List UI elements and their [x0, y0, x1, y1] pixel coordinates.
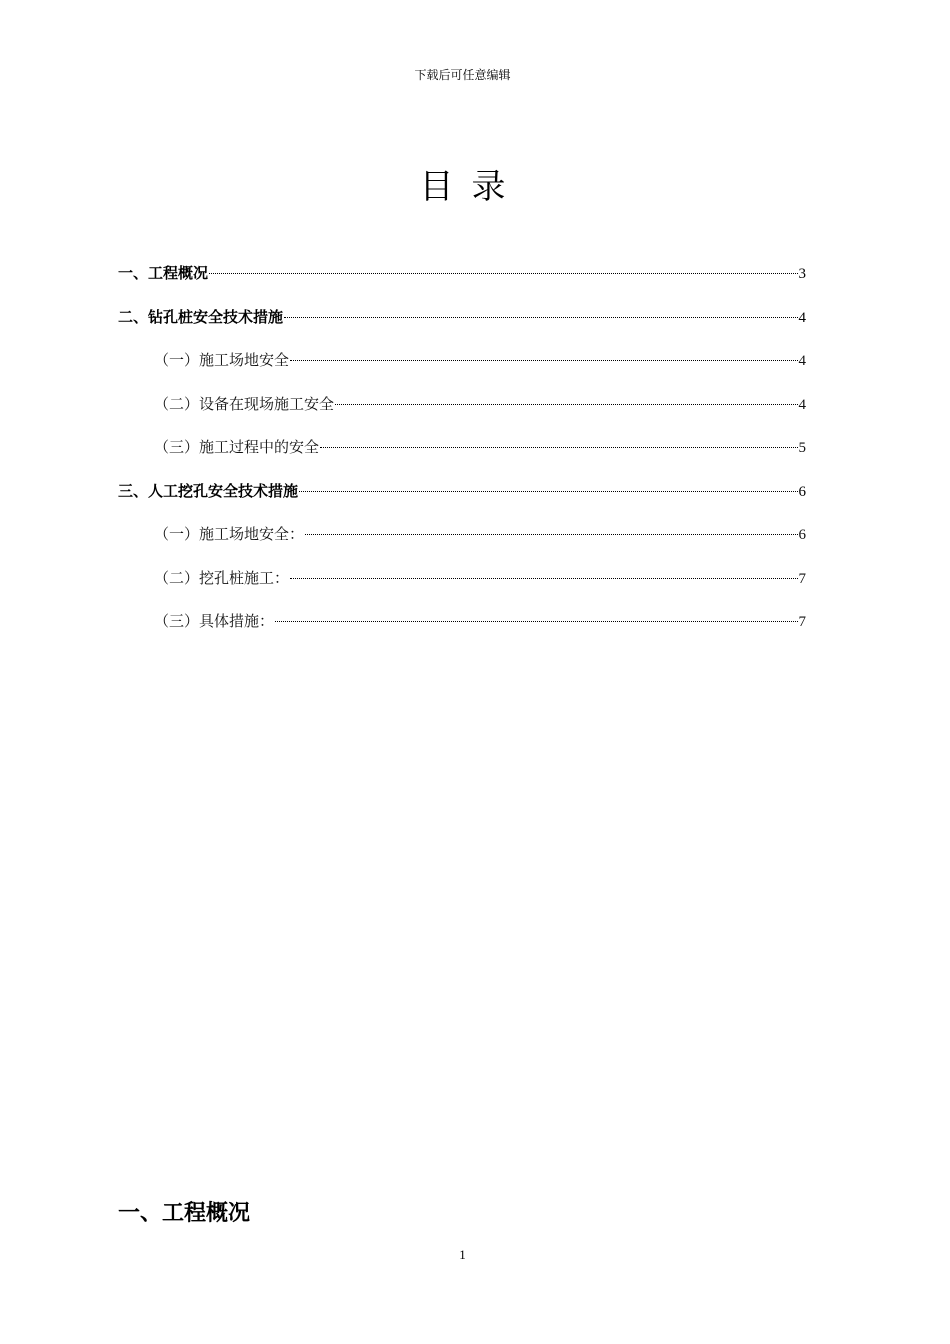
toc-entry-label: 一、工程概况: [118, 264, 209, 282]
toc-entry-3[interactable]: [118, 476, 806, 520]
toc-dot-leader: [275, 621, 797, 622]
toc-entry-page: 6: [798, 527, 806, 543]
toc-entry-3-2[interactable]: [118, 563, 806, 607]
toc-dot-leader: [290, 578, 797, 579]
toc-entry-page: 6: [798, 483, 806, 500]
table-of-contents: [118, 258, 806, 650]
toc-title: 目录: [419, 167, 524, 207]
toc-entry-label: （三）施工过程中的安全: [154, 438, 320, 456]
toc-dot-leader: [335, 404, 797, 405]
toc-dot-leader: [290, 360, 797, 361]
toc-entry-label: 三、人工挖孔安全技术措施: [118, 481, 299, 500]
toc-entry-2-3[interactable]: [118, 432, 806, 476]
toc-entry-label: （二）设备在现场施工安全: [154, 394, 335, 413]
toc-entry-label: （二）挖孔桩施工：: [154, 568, 290, 587]
section-heading: 一、工程概况: [118, 1201, 251, 1226]
toc-entry-3-3[interactable]: [118, 606, 806, 650]
toc-entry-page: 4: [798, 353, 806, 369]
toc-dot-leader: [320, 447, 797, 448]
toc-entry-page: 3: [798, 266, 806, 282]
toc-entry-2-1[interactable]: [118, 345, 806, 389]
toc-entry-2[interactable]: [118, 302, 806, 346]
toc-entry-label: 二、钻孔桩安全技术措施: [118, 307, 284, 326]
toc-entry-label: （三）具体措施：: [154, 612, 275, 630]
toc-entry-page: 4: [798, 396, 806, 413]
toc-entry-1[interactable]: [118, 258, 806, 302]
toc-dot-leader: [305, 534, 797, 535]
page-number: 1: [459, 1247, 466, 1262]
toc-dot-leader: [284, 317, 797, 318]
toc-dot-leader: [209, 273, 797, 274]
toc-entry-label: （一）施工场地安全: [154, 351, 290, 369]
toc-entry-label: （一）施工场地安全：: [154, 525, 305, 543]
toc-entry-3-1[interactable]: [118, 519, 806, 563]
toc-entry-2-2[interactable]: [118, 389, 806, 433]
toc-entry-page: 7: [798, 570, 806, 587]
page-header-note: 下载后可任意编辑: [414, 68, 511, 82]
toc-entry-page: 7: [798, 614, 806, 630]
toc-entry-page: 5: [798, 440, 806, 456]
toc-entry-page: 4: [798, 309, 806, 326]
toc-dot-leader: [299, 491, 797, 492]
